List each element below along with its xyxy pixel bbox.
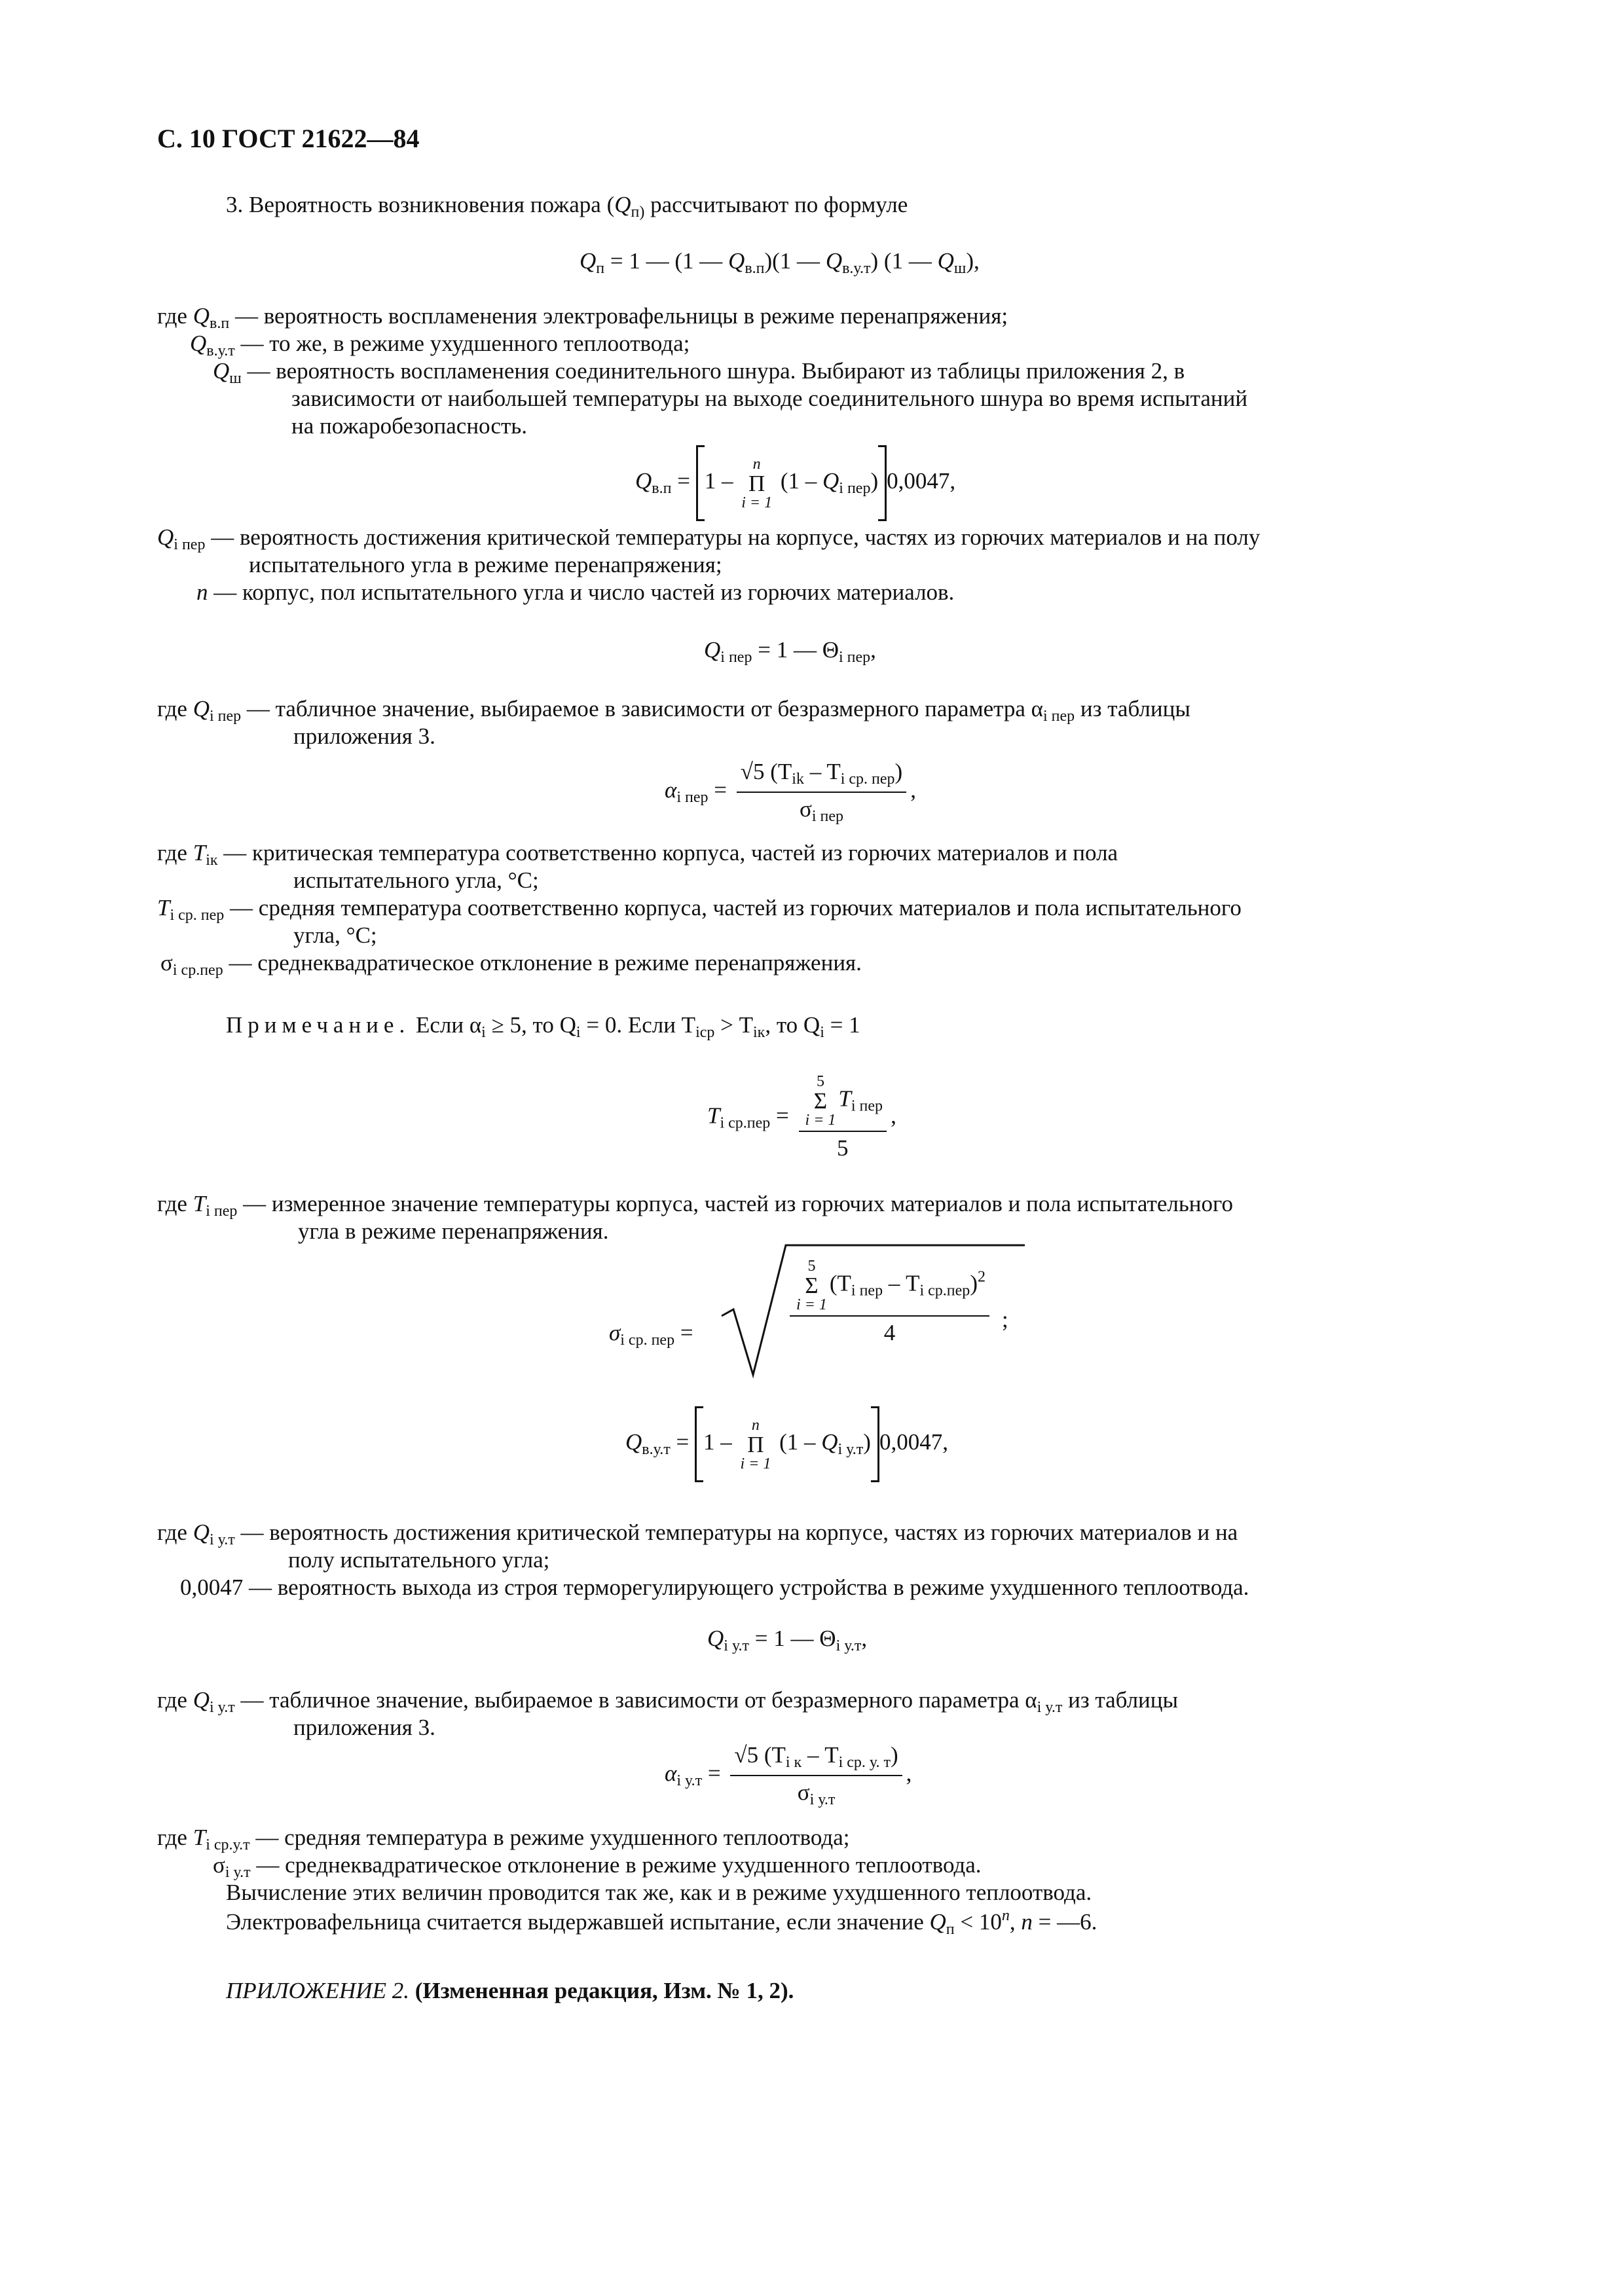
definition-line: 0,0047 — вероятность выхода из строя терморегулирующего устройства в режиме ухудшенного теплоотвода. [180,1575,1249,1600]
paragraph: Вычисление этих величин проводится так же, как и в режиме ухудшенного теплоотвода. [226,1880,1092,1905]
definition-line: испытательного угла, °С; [293,867,539,893]
definition-line: испытательного угла в режиме перенапряжения; [249,552,722,577]
definition-line: на пожаробезопасность. [291,413,527,439]
definition-line: где $Q_{i у.т}$ — табличное значение, выбираемое в зависимости от безразмерного параметра $\alpha_{i у.т}$ из таблицы [157,1687,1179,1716]
formula-alpha-i-per: $\alpha_{i пер}$ = $\frac{√5 (T_{ik} - T_{i ср. пер})}{\sigma_{i пер}}$ , [665,759,916,825]
definition-line: $\sigma_{i ср.пер}$ — среднеквадратическое отклонение в режиме перенапряжения. [160,950,862,979]
definition-line: где $T_{i пер}$ — измеренное значение температуры корпуса, частей из горючих материалов и пола испытательного [157,1191,1233,1220]
definition-line: где $Q_{i пер}$ — табличное значение, выбираемое в зависимости от безразмерного параметра $\alpha_{i пер}$ из таблицы [157,696,1190,725]
definition-line: n — корпус, пол испытательного угла и число частей из горючих материалов. [196,579,955,605]
formula-q-i-per: $Q_{i пер} = 1$ — $\Theta_{i пер}$, [704,637,876,666]
formula-t-avg: $T_{i ср.пер}$ = 5 Σ i = 1 $T_{i пер}$ 5 , [707,1073,896,1161]
formula-q-vp: $Q_{в.п} = 1$ – n Π i = 1 $(1 - Q_{i пер})$ 0,0047, [635,445,955,521]
formula-q-vut: $Q_{в.у.т} = 1$ – n Π i = 1 $(1 - Q_{i у.т})$ 0,0047, [625,1406,948,1482]
note: Примечание. Если $\alpha_i \ge 5$, то $Q_i = 0$. Если $T_{iср} > T_{iк}$, то $Q_i = 1$ [226,1012,860,1041]
definition-line: угла, °С; [293,922,377,948]
definition-line: где $Q_{i у.т}$ — вероятность достижения критической температуры на корпусе, частях из горючих материалов и на [157,1520,1238,1548]
item-3-intro: 3. Вероятность возникновения пожара ($Q_{п)}$ рассчитывают по формуле [226,192,908,221]
definition-line: зависимости от наибольшей температуры на выходе соединительного шнура во время испытаний [291,386,1248,411]
definition-line: $T_{i ср. пер}$ — средняя температура соответственно корпуса, частей из горючих материалов и пола испытательного [157,895,1242,924]
definition-line: где $T_{i ср.у.т}$ — средняя температура в режиме ухудшенного теплоотвода; [157,1825,850,1853]
appendix-note: ПРИЛОЖЕНИЕ 2. (Измененная редакция, Изм. № 1, 2). [226,1978,794,2003]
definition-line: приложения 3. [293,1715,435,1740]
definition-line: $Q_ш$ — вероятность воспламенения соединительного шнура. Выбирают из таблицы приложения 2, в [213,358,1185,387]
definition-line: где $T_{iк}$ — критическая температура соответственно корпуса, частей из горючих материалов и пола [157,840,1118,869]
definition-line: угла в режиме перенапряжения. [298,1218,609,1244]
definition-line: где $Q_{в.п}$ — вероятность воспламенения электровафельницы в режиме перенапряжения; [157,303,1008,332]
definition-line: $\sigma_{i у.т}$ — среднеквадратическое отклонение в режиме ухудшенного теплоотвода. [213,1852,982,1881]
formula-alpha-i-ut: $\alpha_{i у.т}$ = $\frac{√5 (T_{i к} - T_{i ср. у. т})}{\sigma_{i у.т}}$ , [665,1742,912,1808]
formula-fire-probability: $Q_п = 1$ — (1 — $Q_{в.п})(1$ — $Q_{в.у.т}$) (1 — $Q_ш$), [580,248,980,277]
definition-line: полу испытательного угла; [288,1547,550,1573]
definition-line: $Q_{i пер}$ — вероятность достижения критической температуры на корпусе, частях из горючих материалов и на полу [157,524,1261,553]
definition-line: $Q_{в.у.т}$ — то же, в режиме ухудшенного теплоотвода; [190,331,690,359]
formula-q-i-ut: $Q_{i у.т} = 1$ — $\Theta_{i у.т}$, [707,1626,868,1654]
paragraph: Электровафельница считается выдержавшей испытание, если значение $Q_п < 10^n$, n = —6. [226,1907,1097,1938]
page-header: С. 10 ГОСТ 21622—84 [157,124,420,153]
definition-line: приложения 3. [293,723,435,749]
